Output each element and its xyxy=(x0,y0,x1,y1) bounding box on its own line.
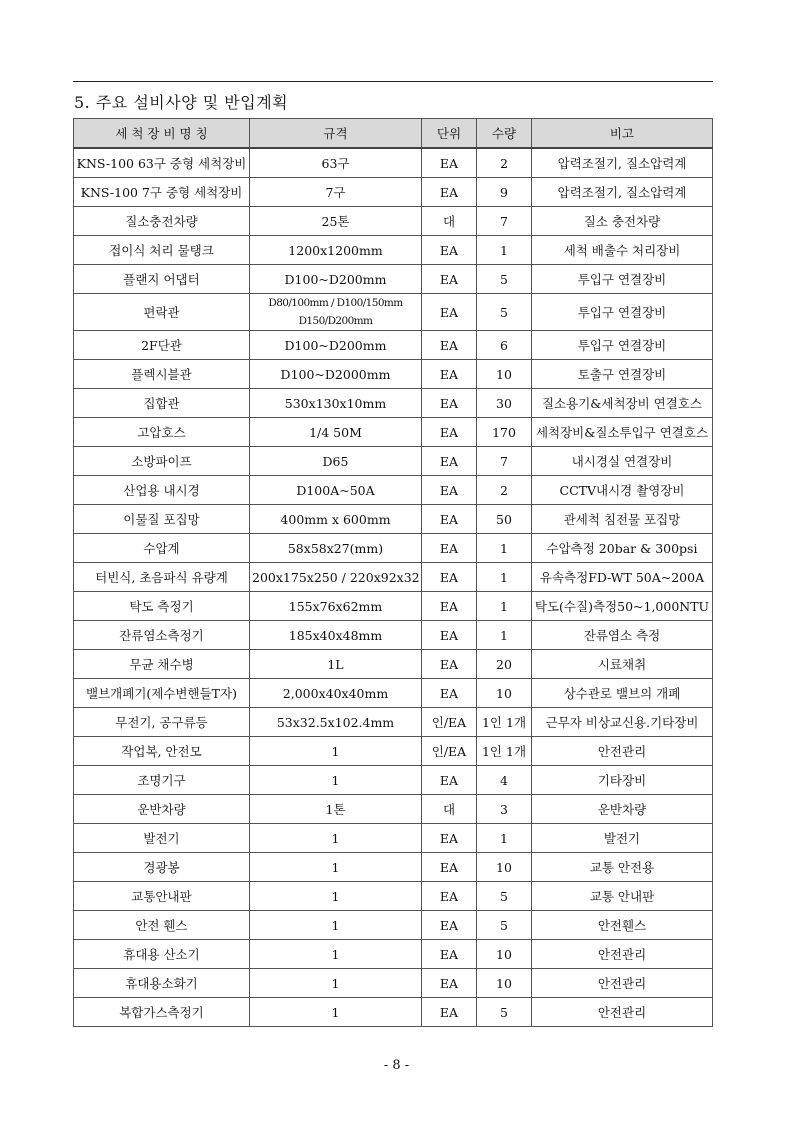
cell-equipment-name: 고압호스 xyxy=(74,418,250,447)
cell-unit: EA xyxy=(422,331,477,360)
table-row xyxy=(74,360,713,389)
cell-quantity: 4 xyxy=(477,766,532,795)
table-row xyxy=(74,824,713,853)
cell-equipment-name: 조명기구 xyxy=(74,766,250,795)
cell-quantity: 30 xyxy=(477,389,532,418)
cell-spec: D100~D200mm xyxy=(250,331,422,360)
cell-unit: EA xyxy=(422,447,477,476)
cell-equipment-name: 접이식 처리 물탱크 xyxy=(74,236,250,265)
cell-quantity: 5 xyxy=(477,911,532,940)
cell-remarks: 압력조절기, 질소압력계 xyxy=(532,178,713,207)
table-row xyxy=(74,708,713,737)
cell-remarks: 안전관리 xyxy=(532,940,713,969)
cell-equipment-name: 경광봉 xyxy=(74,853,250,882)
cell-remarks: 관세척 침전물 포집망 xyxy=(532,505,713,534)
cell-remarks: 상수관로 밸브의 개폐 xyxy=(532,679,713,708)
cell-equipment-name: 터빈식, 초음파식 유량계 xyxy=(74,563,250,592)
table-row xyxy=(74,650,713,679)
cell-equipment-name: 휴대용소화기 xyxy=(74,969,250,998)
cell-quantity: 170 xyxy=(477,418,532,447)
table-row xyxy=(74,795,713,824)
cell-unit: EA xyxy=(422,621,477,650)
cell-remarks: 기타장비 xyxy=(532,766,713,795)
table-row xyxy=(74,534,713,563)
cell-equipment-name: 산업용 내시경 xyxy=(74,476,250,505)
cell-spec: 58x58x27(mm) xyxy=(250,534,422,563)
cell-spec: 25톤 xyxy=(250,207,422,236)
cell-equipment-name: 플랜지 어댑터 xyxy=(74,265,250,294)
cell-spec: 1L xyxy=(250,650,422,679)
header-equipment-name: 세 척 장 비 명 칭 xyxy=(74,119,250,149)
cell-spec: 1 xyxy=(250,737,422,766)
table-row xyxy=(74,148,713,178)
cell-spec: D100A~50A xyxy=(250,476,422,505)
cell-quantity: 50 xyxy=(477,505,532,534)
cell-unit: EA xyxy=(422,389,477,418)
cell-remarks: 투입구 연결장비 xyxy=(532,294,713,331)
table-row xyxy=(74,236,713,265)
equipment-spec-table xyxy=(73,118,713,1027)
section-title: 5. 주요 설비사양 및 반입계획 xyxy=(74,93,289,112)
cell-quantity: 10 xyxy=(477,940,532,969)
cell-unit: EA xyxy=(422,911,477,940)
table-row xyxy=(74,265,713,294)
header-spec: 규격 xyxy=(250,119,422,149)
cell-quantity: 9 xyxy=(477,178,532,207)
cell-equipment-name: 탁도 측정기 xyxy=(74,592,250,621)
table-body xyxy=(74,148,713,1027)
cell-quantity: 1인 1개 xyxy=(477,737,532,766)
cell-remarks: 질소용기&세척장비 연결호스 xyxy=(532,389,713,418)
cell-quantity: 7 xyxy=(477,447,532,476)
table-row xyxy=(74,505,713,534)
cell-unit: EA xyxy=(422,882,477,911)
cell-unit: EA xyxy=(422,824,477,853)
table-row xyxy=(74,737,713,766)
cell-equipment-name: 작업복, 안전모 xyxy=(74,737,250,766)
cell-spec: 1 xyxy=(250,940,422,969)
cell-remarks: 수압측정 20bar & 300psi xyxy=(532,534,713,563)
cell-unit: EA xyxy=(422,294,477,331)
table-row xyxy=(74,766,713,795)
cell-unit: 인/EA xyxy=(422,737,477,766)
cell-spec: 1/4 50M xyxy=(250,418,422,447)
cell-remarks: 질소 충전차량 xyxy=(532,207,713,236)
cell-spec: D100~D200mm xyxy=(250,265,422,294)
cell-equipment-name: 휴대용 산소기 xyxy=(74,940,250,969)
cell-spec: 530x130x10mm xyxy=(250,389,422,418)
cell-spec: D100~D2000mm xyxy=(250,360,422,389)
header-remarks: 비고 xyxy=(532,119,713,149)
page-number: - 8 - xyxy=(383,1058,410,1073)
cell-unit: EA xyxy=(422,766,477,795)
table-row xyxy=(74,447,713,476)
cell-spec: 1 xyxy=(250,824,422,853)
cell-equipment-name: 발전기 xyxy=(74,824,250,853)
cell-unit: EA xyxy=(422,505,477,534)
cell-spec: 53x32.5x102.4mm xyxy=(250,708,422,737)
cell-quantity: 5 xyxy=(477,294,532,331)
cell-quantity: 1 xyxy=(477,534,532,563)
table-row xyxy=(74,563,713,592)
cell-equipment-name: 수압계 xyxy=(74,534,250,563)
cell-unit: EA xyxy=(422,592,477,621)
cell-equipment-name: 안전 휀스 xyxy=(74,911,250,940)
cell-unit: EA xyxy=(422,563,477,592)
header-unit: 단위 xyxy=(422,119,477,149)
cell-unit: 인/EA xyxy=(422,708,477,737)
table-row xyxy=(74,621,713,650)
table-row xyxy=(74,294,713,331)
cell-unit: 대 xyxy=(422,795,477,824)
cell-spec: 1 xyxy=(250,969,422,998)
cell-spec: 1 xyxy=(250,766,422,795)
cell-equipment-name: 편락관 xyxy=(74,294,250,331)
cell-spec: 1 xyxy=(250,911,422,940)
cell-quantity: 1인 1개 xyxy=(477,708,532,737)
cell-unit: EA xyxy=(422,236,477,265)
cell-remarks: 근무자 비상교신용.기타장비 xyxy=(532,708,713,737)
table-header-row xyxy=(74,119,713,149)
cell-remarks: 토출구 연결장비 xyxy=(532,360,713,389)
table-row xyxy=(74,476,713,505)
cell-remarks: CCTV내시경 촬영장비 xyxy=(532,476,713,505)
cell-equipment-name: KNS-100 63구 중형 세척장비 xyxy=(74,148,250,178)
cell-quantity: 7 xyxy=(477,207,532,236)
top-rule xyxy=(73,81,713,82)
cell-equipment-name: 플렉시블관 xyxy=(74,360,250,389)
cell-unit: EA xyxy=(422,148,477,178)
cell-quantity: 5 xyxy=(477,882,532,911)
table-row xyxy=(74,969,713,998)
cell-equipment-name: 집합관 xyxy=(74,389,250,418)
cell-remarks: 교통 안전용 xyxy=(532,853,713,882)
cell-remarks: 압력조절기, 질소압력계 xyxy=(532,148,713,178)
cell-unit: EA xyxy=(422,679,477,708)
cell-spec: 1200x1200mm xyxy=(250,236,422,265)
cell-equipment-name: 소방파이프 xyxy=(74,447,250,476)
table-row xyxy=(74,418,713,447)
cell-spec: 7구 xyxy=(250,178,422,207)
table-row xyxy=(74,911,713,940)
cell-quantity: 10 xyxy=(477,679,532,708)
cell-unit: EA xyxy=(422,360,477,389)
cell-remarks: 시료채취 xyxy=(532,650,713,679)
cell-remarks: 잔류염소 측정 xyxy=(532,621,713,650)
cell-spec: 1 xyxy=(250,853,422,882)
cell-remarks: 유속측정FD-WT 50A~200A xyxy=(532,563,713,592)
cell-unit: EA xyxy=(422,534,477,563)
cell-quantity: 1 xyxy=(477,621,532,650)
cell-spec: 1 xyxy=(250,882,422,911)
cell-remarks: 세척 배출수 처리장비 xyxy=(532,236,713,265)
cell-quantity: 1 xyxy=(477,236,532,265)
cell-equipment-name: 무전기, 공구류등 xyxy=(74,708,250,737)
cell-equipment-name: 밸브개폐기(제수변핸들T자) xyxy=(74,679,250,708)
table-row xyxy=(74,592,713,621)
table-row xyxy=(74,389,713,418)
cell-remarks: 발전기 xyxy=(532,824,713,853)
cell-unit: EA xyxy=(422,650,477,679)
cell-unit: EA xyxy=(422,940,477,969)
cell-equipment-name: 2F단관 xyxy=(74,331,250,360)
cell-remarks: 투입구 연결장비 xyxy=(532,331,713,360)
cell-unit: EA xyxy=(422,418,477,447)
cell-remarks: 안전관리 xyxy=(532,737,713,766)
cell-quantity: 1 xyxy=(477,824,532,853)
cell-remarks: 안전휀스 xyxy=(532,911,713,940)
cell-remarks: 운반차량 xyxy=(532,795,713,824)
cell-unit: EA xyxy=(422,969,477,998)
cell-unit: 대 xyxy=(422,207,477,236)
cell-equipment-name: 무균 채수병 xyxy=(74,650,250,679)
cell-spec: 155x76x62mm xyxy=(250,592,422,621)
cell-spec: 400mm x 600mm xyxy=(250,505,422,534)
cell-equipment-name: 복합가스측정기 xyxy=(74,998,250,1027)
cell-spec: 185x40x48mm xyxy=(250,621,422,650)
cell-spec: D65 xyxy=(250,447,422,476)
cell-remarks: 내시경실 연결장비 xyxy=(532,447,713,476)
table-row xyxy=(74,207,713,236)
cell-quantity: 1 xyxy=(477,563,532,592)
table-row xyxy=(74,882,713,911)
cell-unit: EA xyxy=(422,998,477,1027)
cell-equipment-name: 질소충전차량 xyxy=(74,207,250,236)
table-row xyxy=(74,940,713,969)
cell-equipment-name: 운반차량 xyxy=(74,795,250,824)
cell-quantity: 10 xyxy=(477,360,532,389)
header-quantity: 수량 xyxy=(477,119,532,149)
cell-remarks: 투입구 연결장비 xyxy=(532,265,713,294)
cell-remarks: 탁도(수질)측정50~1,000NTU xyxy=(532,592,713,621)
cell-quantity: 5 xyxy=(477,265,532,294)
table-row xyxy=(74,853,713,882)
cell-quantity: 10 xyxy=(477,853,532,882)
cell-unit: EA xyxy=(422,853,477,882)
cell-quantity: 5 xyxy=(477,998,532,1027)
table-row xyxy=(74,331,713,360)
cell-spec-text: D80/100mm / D100/150mm D150/D200mm xyxy=(268,297,403,327)
cell-unit: EA xyxy=(422,476,477,505)
cell-quantity: 20 xyxy=(477,650,532,679)
cell-quantity: 2 xyxy=(477,476,532,505)
cell-spec: 200x175x250 / 220x92x32 xyxy=(250,563,422,592)
table-row xyxy=(74,178,713,207)
cell-remarks: 교통 안내판 xyxy=(532,882,713,911)
cell-quantity: 3 xyxy=(477,795,532,824)
cell-remarks: 안전관리 xyxy=(532,998,713,1027)
cell-spec: 2,000x40x40mm xyxy=(250,679,422,708)
table-row xyxy=(74,998,713,1027)
cell-quantity: 10 xyxy=(477,969,532,998)
cell-equipment-name: 잔류염소측정기 xyxy=(74,621,250,650)
cell-equipment-name: 교통안내판 xyxy=(74,882,250,911)
cell-unit: EA xyxy=(422,265,477,294)
cell-quantity: 6 xyxy=(477,331,532,360)
cell-spec: 1톤 xyxy=(250,795,422,824)
cell-spec xyxy=(250,294,422,331)
cell-equipment-name: 이물질 포집망 xyxy=(74,505,250,534)
cell-spec: 63구 xyxy=(250,148,422,178)
cell-unit: EA xyxy=(422,178,477,207)
cell-quantity: 2 xyxy=(477,148,532,178)
cell-spec: 1 xyxy=(250,998,422,1027)
cell-quantity: 1 xyxy=(477,592,532,621)
cell-equipment-name: KNS-100 7구 중형 세척장비 xyxy=(74,178,250,207)
table-row xyxy=(74,679,713,708)
cell-remarks: 안전관리 xyxy=(532,969,713,998)
cell-remarks: 세척장비&질소투입구 연결호스 xyxy=(532,418,713,447)
